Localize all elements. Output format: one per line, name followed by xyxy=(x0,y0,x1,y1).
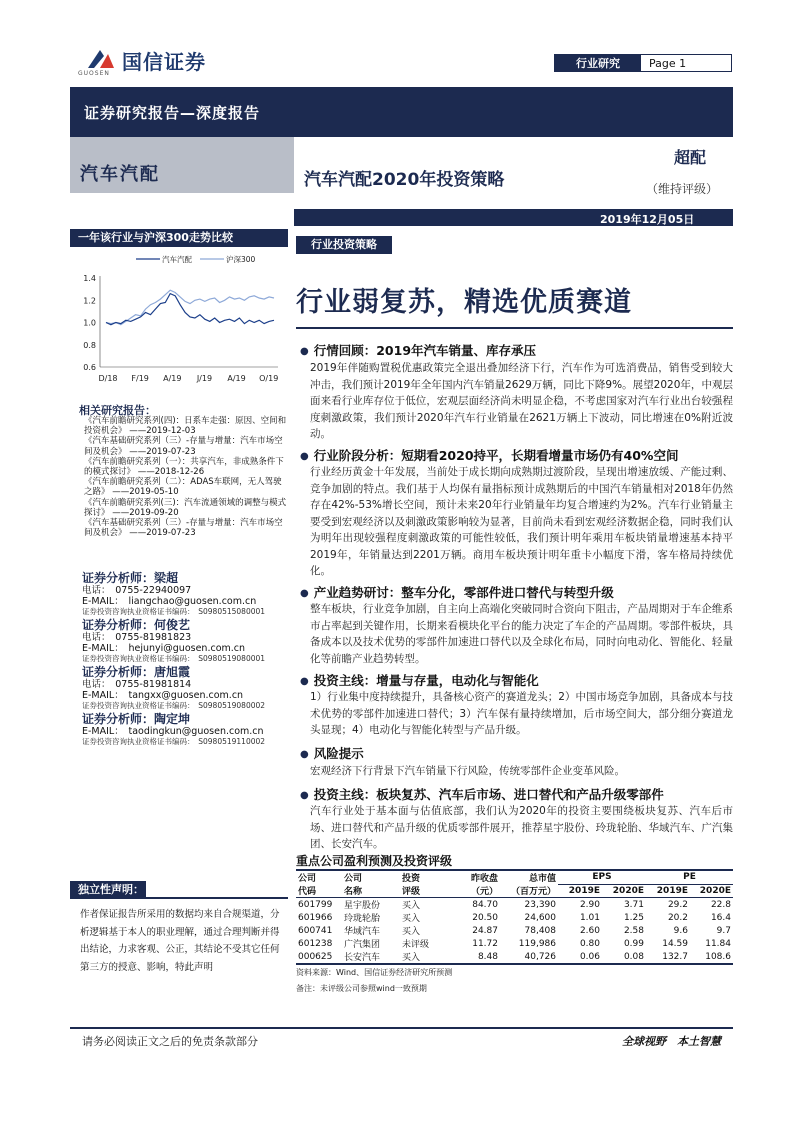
table-cell: 0.99 xyxy=(623,938,644,949)
analyst-phone: 电话： 0755-81981823 xyxy=(82,632,192,643)
section-heading: ● 投资主线：增量与存量，电动化与智能化 xyxy=(300,671,539,689)
table-cell: 玲珑轮胎 xyxy=(344,914,381,924)
section-heading: ● 行业阶段分析：短期看2020持平，长期看增量市场仍有40%空间 xyxy=(300,446,678,464)
table-cell: 78,408 xyxy=(524,925,556,936)
table-title: 重点公司盈利预测及投资评级 xyxy=(296,854,453,868)
headline-rule xyxy=(296,327,733,329)
report-title: 汽车汽配2020年投资策略 xyxy=(304,170,505,190)
table-cell: 22.8 xyxy=(710,899,731,910)
table-cell: 601966 xyxy=(298,912,333,923)
section-body: 汽车行业处于基本面与估值底部，我们认为2020年的投资主要围绕板块复苏、汽车后市场、进口替代和产品升级的优质零部件展开，推荐星宇股份、玲珑轮胎、华域汽车、广汽集团、长安汽车。 xyxy=(310,805,733,850)
brand-name: 国信证券 xyxy=(122,50,206,74)
analyst-cert: 证券投资咨询执业资格证书编码： S0980515080001 xyxy=(82,607,266,616)
analyst-name: 证券分析师：唐旭霞 xyxy=(82,665,191,679)
table-header-cell: 总市值 xyxy=(500,870,558,884)
legend-label-a: 汽车汽配 xyxy=(162,255,192,264)
table-header-cell: （元） xyxy=(456,884,500,898)
table-body xyxy=(296,898,733,965)
report-type: 证券研究报告—深度报告 xyxy=(84,104,261,122)
section-heading: ● 风险提示 xyxy=(300,744,364,762)
y-tick-label: 1.0 xyxy=(83,318,96,328)
table-cell: 108.6 xyxy=(690,950,733,964)
x-tick-label: F/19 xyxy=(131,374,149,383)
table-cell: 132.7 xyxy=(646,950,690,964)
table-cell: 600741 xyxy=(298,925,333,936)
strategy-tag: 行业投资策略 xyxy=(296,236,392,254)
table-cell: 40,726 xyxy=(500,950,558,964)
table-cell: 1.25 xyxy=(623,912,644,923)
report-date: 2019年12月05日 xyxy=(600,213,695,226)
table-header-cell: （百万元） xyxy=(500,884,558,898)
footer-disclaimer[interactable]: 请务必阅读正文之后的免责条款部分 xyxy=(82,1035,258,1048)
table-row xyxy=(296,898,733,912)
table-cell: 2.90 xyxy=(579,899,600,910)
table-cell: 2.60 xyxy=(579,925,600,936)
analyst-cert: 证券投资咨询执业资格证书编码： S0980519080001 xyxy=(82,654,266,663)
independence-rule xyxy=(70,897,288,899)
table-cell: 601799 xyxy=(298,899,333,910)
table-cell: 16.4 xyxy=(710,912,731,923)
table-cell: 0.08 xyxy=(602,950,646,964)
table-header-cell: EPS xyxy=(558,870,646,884)
x-tick-label: A/19 xyxy=(227,374,246,383)
table-cell: 601238 xyxy=(298,938,333,949)
related-report-item[interactable]: 《汽车前瞻研究系列(四)：日系车走强：原因、空间和投资机会》 ——2019-12-03 xyxy=(84,416,287,437)
table-cell: 14.59 xyxy=(662,938,688,949)
table-cell: 9.7 xyxy=(716,925,731,936)
table-cell: 84.70 xyxy=(472,899,498,910)
related-report-item[interactable]: 《汽车基础研究系列（三）-存量与增量：汽车市场空间及机会》 ——2019-07-23 xyxy=(84,436,283,457)
table-row xyxy=(296,924,733,937)
table-header-cell: 公司 xyxy=(342,870,400,884)
section-body: 行业经历黄金十年发展，当前处于成长期向成熟期过渡阶段，呈现出增速放缓、产能过剩、竞争加剧的特点。我们基于人均保有量指标预计成熟期后的中国汽车销量相对2018年仍然存在42%-53%增长空间，预计未来20年行业销量年均复合增速约为2%。汽车行业销量主要受到宏观经济以及刺激政策影响较为显著，目前尚未看到宏观经济数据企稳，同时我们认为明年出现较强程度刺激政策的可能性较低，我们预计明年乘用车板块销量增速基本持平2019年，年销量达到2201万辆。商用车板块预计明年重卡小幅度下滑，客车格局持续优化。 xyxy=(310,466,733,577)
table-cell: 买入 xyxy=(402,927,421,937)
header-box xyxy=(554,54,732,72)
series-line-hs300 xyxy=(106,290,274,325)
table-header-row xyxy=(296,884,733,898)
table-cell: 买入 xyxy=(402,914,421,924)
related-reports-title: 相关研究报告： xyxy=(79,404,156,417)
sector-title: 汽车汽配 xyxy=(80,164,160,185)
brand-sub: GUOSEN xyxy=(78,70,110,77)
table-cell: 24,600 xyxy=(524,912,556,923)
table-cell: 买入 xyxy=(402,901,421,911)
x-tick-label: A/19 xyxy=(163,374,182,383)
related-report-item[interactable]: 《汽车前瞻研究系列(三)：汽车流通领域的调整与模式探讨》 ——2019-09-20 xyxy=(84,497,287,518)
table-header-cell: 名称 xyxy=(342,884,400,898)
table-row xyxy=(296,937,733,950)
section-body: 2019年伴随购置税优惠政策完全退出叠加经济下行，汽车作为可选消费品，销售受到较大冲击，我们预计2019年全年国内汽车销量2629万辆，同比下降9%。展望2020年，中观层面来看行业库存位于低位，宏观层面经济尚未明显企稳，不考虑国家对汽车行业出台较强程度刺激政策，我们预计2020年汽车行业销量在2621万辆上下波动，同比增速在0%附近波动。 xyxy=(310,362,733,440)
analyst-phone: 电话： 0755-22940097 xyxy=(82,585,192,596)
table-header-cell: 投资 xyxy=(400,870,456,884)
analyst-list xyxy=(82,570,292,747)
table-cell: 24.87 xyxy=(472,925,498,936)
table-header-cell: 公司 xyxy=(296,870,342,884)
table-note: 备注：未评级公司参照wind一致预期 xyxy=(296,984,427,993)
table-cell: 119,986 xyxy=(518,938,556,949)
section-heading: ● 行情回顾：2019年汽车销量、库存承压 xyxy=(300,341,536,359)
independence-title: 独立性声明： xyxy=(70,881,146,898)
rating: 超配 xyxy=(674,148,707,167)
independence-text: 作者保证报告所采用的数据均来自合规渠道，分析逻辑基于本人的职业理解，通过合理判断并得出结论，力求客观、公正，其结论不受其它任何第三方的授意、影响，特此声明 xyxy=(80,909,280,973)
page-number: Page 1 xyxy=(649,56,687,70)
footer-rule xyxy=(70,1027,733,1029)
analyst-name: 证券分析师：何俊艺 xyxy=(82,618,191,632)
table-cell: 9.6 xyxy=(673,925,688,936)
analyst-cert: 证券投资咨询执业资格证书编码： S0980519080002 xyxy=(82,701,266,710)
analyst-email[interactable]: E-MAIL： taodingkun@guosen.com.cn xyxy=(82,726,264,737)
analyst-email[interactable]: E-MAIL： liangchao@guosen.com.cn xyxy=(82,596,257,607)
x-tick-labels xyxy=(98,374,278,383)
related-reports-list xyxy=(84,416,290,538)
section-heading: ● 产业趋势研讨：整车分化，零部件进口替代与转型升级 xyxy=(300,583,614,601)
series-line-auto xyxy=(106,294,274,325)
trend-chart xyxy=(70,250,288,390)
analyst-phone: 电话： 0755-81981814 xyxy=(82,679,192,690)
table-cell: 华域汽车 xyxy=(344,927,381,937)
analyst-email[interactable]: E-MAIL： hejunyi@guosen.com.cn xyxy=(82,643,246,654)
table-header-cell: 评级 xyxy=(400,884,456,898)
table-cell: 2.58 xyxy=(623,925,644,936)
section-heading: ● 投资主线：板块复苏、汽车后市场、进口替代和产品升级零部件 xyxy=(300,785,664,803)
rating-sub: （维持评级） xyxy=(646,182,719,196)
table-row xyxy=(296,911,733,924)
analyst-cert: 证券投资咨询执业资格证书编码： S0980519110002 xyxy=(82,737,266,746)
legend-label-b: 沪深300 xyxy=(226,255,256,264)
table-header-cell: 代码 xyxy=(296,884,342,898)
guosen-logo-icon xyxy=(86,46,116,72)
analyst-email[interactable]: E-MAIL： tangxx@guosen.com.cn xyxy=(82,690,244,701)
table-header-cell: 2020E xyxy=(602,884,646,898)
footer-slogan: 全球视野 本土智慧 xyxy=(622,1035,721,1048)
table-cell: 23,390 xyxy=(524,899,556,910)
table-cell: 20.2 xyxy=(667,912,688,923)
table-cell: 000625 xyxy=(296,950,342,964)
table-cell: 29.2 xyxy=(667,899,688,910)
table-cell: 未评级 xyxy=(402,940,430,950)
table-cell: 8.48 xyxy=(456,950,500,964)
table-header-cell: 2020E xyxy=(690,884,733,898)
forecast-table xyxy=(296,869,733,965)
table-header-cell: 2019E xyxy=(646,884,690,898)
table-cell: 1.01 xyxy=(579,912,600,923)
related-report-item[interactable]: 《汽车前瞻研究系列（一）：共享汽车，非成熟条件下的模式探讨》 ——2018-12-26 xyxy=(84,456,284,478)
table-row xyxy=(296,950,733,964)
table-cell: 3.71 xyxy=(623,899,644,910)
table-cell: 买入 xyxy=(400,950,456,964)
table-header-cell: PE xyxy=(646,870,733,884)
related-report-item[interactable]: 《汽车基础研究系列（三）-存量与增量：汽车市场空间及机会》 ——2019-07-23 xyxy=(84,518,283,539)
table-cell: 11.84 xyxy=(705,938,731,949)
table-header-cell: 昨收盘 xyxy=(456,870,500,884)
y-tick-label: 0.6 xyxy=(83,363,96,372)
table-cell: 星宇股份 xyxy=(344,901,381,911)
table-header-row xyxy=(296,870,733,884)
table-cell: 长安汽车 xyxy=(342,950,400,964)
table-cell: 20.50 xyxy=(472,912,498,923)
table-cell: 广汽集团 xyxy=(344,940,381,950)
headline: 行业弱复苏，精选优质赛道 xyxy=(296,287,632,318)
analyst-name: 证券分析师：陶定坤 xyxy=(82,712,191,726)
table-cell: 11.72 xyxy=(472,938,498,949)
header-tag: 行业研究 xyxy=(555,55,641,71)
y-tick-label: 1.4 xyxy=(83,274,96,283)
section-body: 整车板块，行业竞争加剧，自主向上高端化突破同时合资向下阻击，产品周期对于车企维系市占率起到关键作用，长期来看模块化平台的能力决定了车企的产品周期。零部件板块，具备成本以及技术优势的零部件加速进口替代以及全球化布局，同时向电动化、智能化、轻量化等前瞻产业趋势转型。 xyxy=(310,603,733,665)
section-body: 宏观经济下行背景下汽车销量下行风险，传统零部件企业变革风险。 xyxy=(310,765,625,777)
section-body: 1）行业集中度持续提升，具备核心资产的赛道龙头；2）中国市场竞争加剧，具备成本与技术优势的零部件加速进口替代；3）汽车保有量持续增加，后市场空间大，部分细分赛道龙头显现；4）电动化与智能化转型与产品升级。 xyxy=(310,691,733,736)
table-header-cell: 2019E xyxy=(558,884,602,898)
table-source: 资料来源：Wind、国信证券经济研究所预测 xyxy=(296,968,453,977)
x-tick-label: J/19 xyxy=(196,374,213,383)
y-tick-label: 1.2 xyxy=(83,296,96,306)
y-tick-label: 0.8 xyxy=(83,340,96,350)
related-report-item[interactable]: 《汽车前瞻研究系列（二）：ADAS车联网，无人驾驶之路》 ——2019-05-10 xyxy=(84,477,282,498)
table-cell: 0.06 xyxy=(558,950,602,964)
table-cell: 0.80 xyxy=(579,938,600,949)
analyst-name: 证券分析师：梁超 xyxy=(82,571,179,585)
y-tick-labels xyxy=(83,274,96,372)
x-tick-label: D/18 xyxy=(98,374,118,383)
chart-title: 一年该行业与沪深300走势比较 xyxy=(70,229,288,247)
x-tick-label: O/19 xyxy=(259,374,279,383)
